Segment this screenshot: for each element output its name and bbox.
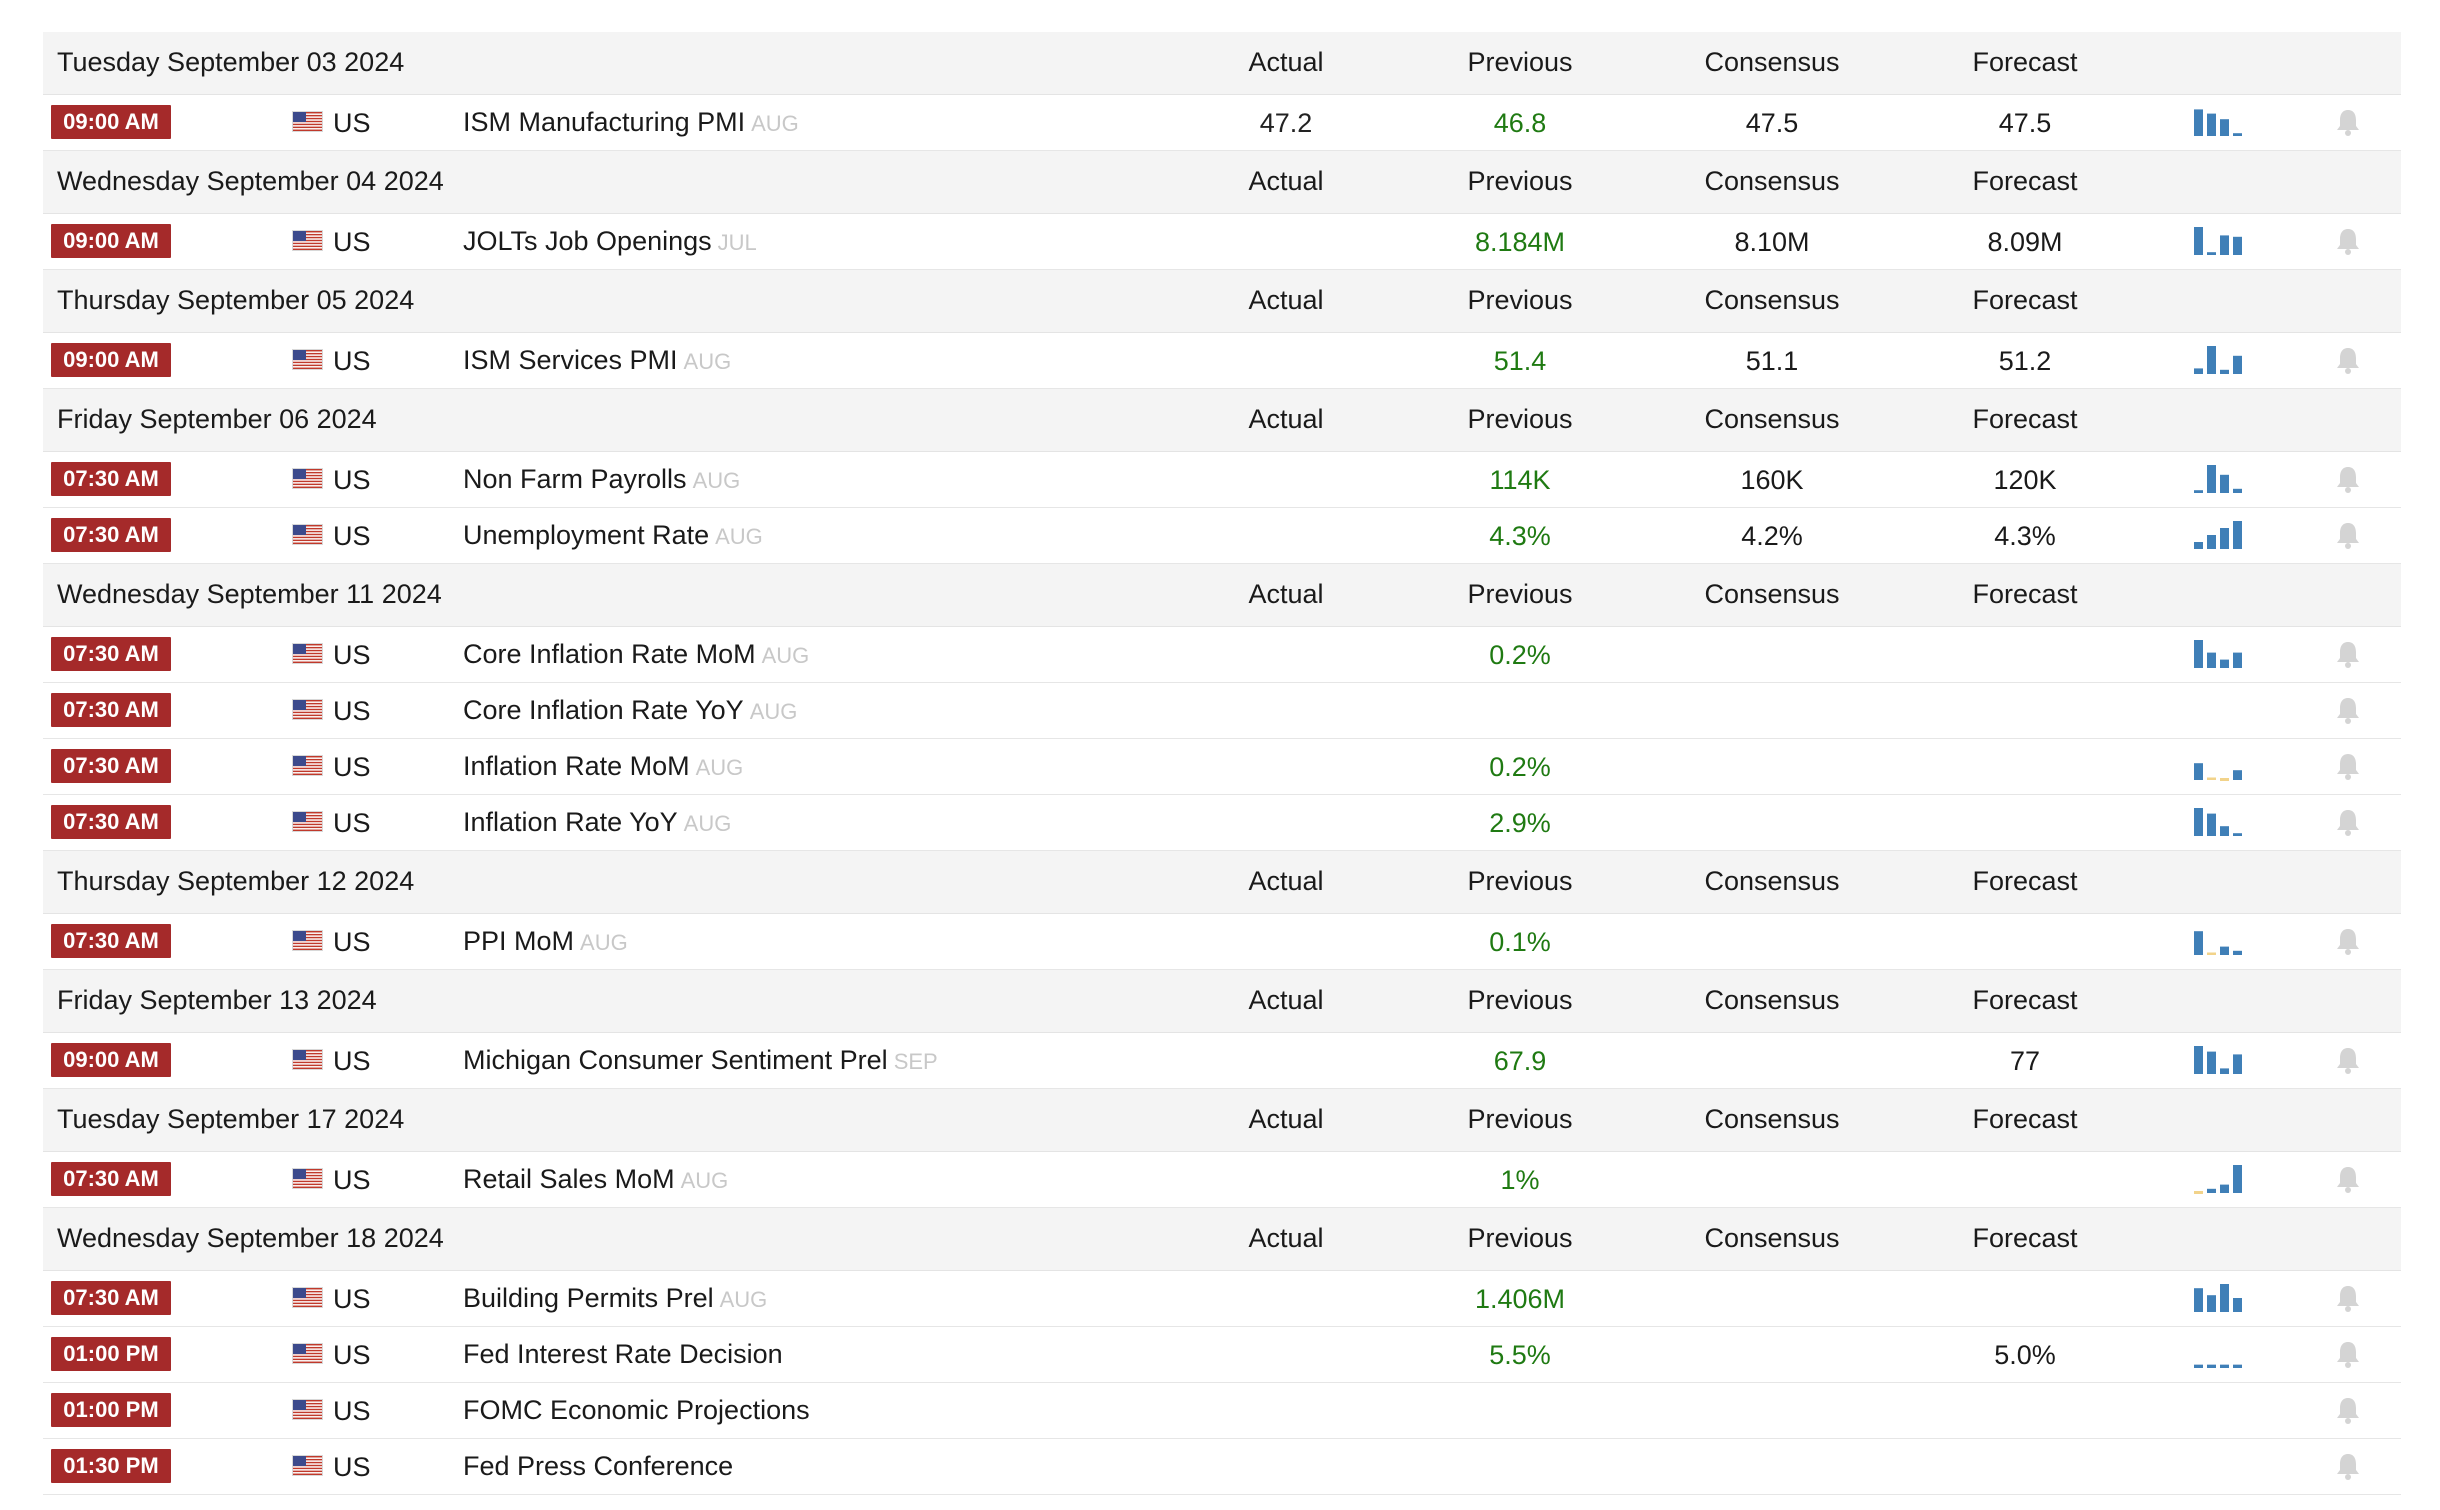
- spark-bar: [2194, 1365, 2203, 1368]
- spark-bar: [2194, 542, 2203, 549]
- spark-bar: [2220, 826, 2229, 836]
- country-code: US: [333, 808, 371, 838]
- sparkline-chart-icon[interactable]: [2190, 638, 2246, 679]
- spark-bar: [2207, 535, 2216, 549]
- country-code: US: [333, 1452, 371, 1482]
- event-row[interactable]: [43, 452, 2401, 508]
- event-name: FOMC Economic Projections: [463, 1395, 810, 1425]
- time-badge: 07:30 AM: [51, 637, 171, 671]
- bell-icon[interactable]: [2335, 1451, 2361, 1488]
- event-row[interactable]: [43, 333, 2401, 389]
- previous-value: 0.2%: [1489, 640, 1551, 670]
- spark-bar: [2220, 947, 2229, 955]
- spark-bar: [2220, 778, 2229, 781]
- column-header-previous: Previous: [1467, 285, 1573, 315]
- spark-bar: [2220, 1284, 2229, 1312]
- us-flag-icon: [292, 111, 323, 132]
- spark-bar: [2233, 1365, 2242, 1368]
- event-link[interactable]: [463, 926, 628, 957]
- event-name: PPI MoM: [463, 926, 575, 956]
- previous-value: 4.3%: [1489, 521, 1551, 551]
- previous-value: 1%: [1500, 1165, 1540, 1195]
- bell-icon[interactable]: [2335, 807, 2361, 844]
- sparkline-chart-icon[interactable]: [2190, 1282, 2246, 1323]
- spark-bar: [2220, 660, 2229, 668]
- bell-icon[interactable]: [2335, 695, 2361, 732]
- time-badge: 09:00 AM: [51, 343, 171, 377]
- time-badge: 01:00 PM: [51, 1393, 171, 1427]
- column-header-forecast: Forecast: [1972, 285, 2078, 315]
- spark-bar: [2207, 1365, 2216, 1368]
- us-flag-icon: [292, 230, 323, 251]
- column-header-actual: Actual: [1248, 579, 1324, 609]
- column-header-consensus: Consensus: [1704, 579, 1840, 609]
- country-code: US: [333, 521, 371, 551]
- previous-value: 8.184M: [1474, 227, 1566, 257]
- previous-value: 2.9%: [1489, 808, 1551, 838]
- bell-icon[interactable]: [2335, 1283, 2361, 1320]
- spark-bar: [2233, 1165, 2242, 1193]
- spark-bar: [2207, 814, 2216, 836]
- bell-icon[interactable]: [2335, 751, 2361, 788]
- column-header-consensus: Consensus: [1704, 985, 1840, 1015]
- country-code: US: [333, 227, 371, 257]
- event-row[interactable]: [43, 508, 2401, 564]
- us-flag-icon: [292, 755, 323, 776]
- spark-bar: [2194, 763, 2203, 780]
- event-link[interactable]: [463, 807, 731, 838]
- event-name: Inflation Rate MoM: [463, 751, 690, 781]
- day-date: Tuesday September 17 2024: [57, 1104, 405, 1134]
- country-code: US: [333, 1165, 371, 1195]
- spark-bar: [2207, 653, 2216, 668]
- column-header-actual: Actual: [1248, 285, 1324, 315]
- day-header: [43, 32, 2401, 95]
- event-row[interactable]: [43, 683, 2401, 739]
- spark-bar: [2233, 653, 2242, 668]
- event-row[interactable]: [43, 1383, 2401, 1439]
- consensus-value: 47.5: [1745, 108, 1799, 138]
- forecast-value: 120K: [1993, 465, 2057, 495]
- forecast-value: 8.09M: [1987, 227, 2063, 257]
- country-code: US: [333, 752, 371, 782]
- time-badge: 01:00 PM: [51, 1337, 171, 1371]
- sparkline-chart-icon[interactable]: [2190, 925, 2246, 966]
- time-badge: 09:00 AM: [51, 105, 171, 139]
- spark-bar: [2194, 931, 2203, 955]
- event-row[interactable]: [43, 214, 2401, 270]
- spark-bar: [2233, 770, 2242, 780]
- event-row[interactable]: [43, 1152, 2401, 1208]
- spark-bar: [2194, 490, 2203, 493]
- column-header-previous: Previous: [1467, 985, 1573, 1015]
- consensus-value: 8.10M: [1734, 227, 1810, 257]
- bell-icon[interactable]: [2335, 1395, 2361, 1432]
- event-link[interactable]: [463, 464, 740, 495]
- spark-bar: [2233, 489, 2242, 493]
- bell-icon[interactable]: [2335, 226, 2361, 263]
- day-header: [43, 564, 2401, 627]
- time-badge: 07:30 AM: [51, 805, 171, 839]
- time-badge: 07:30 AM: [51, 1281, 171, 1315]
- spark-bar: [2220, 235, 2229, 255]
- reference-period: AUG: [580, 930, 628, 955]
- day-date: Friday September 06 2024: [57, 404, 377, 434]
- country-code: US: [333, 1046, 371, 1076]
- column-header-previous: Previous: [1467, 1104, 1573, 1134]
- spark-bar: [2233, 833, 2242, 836]
- reference-period: AUG: [749, 699, 798, 724]
- sparkline-chart-icon[interactable]: [2190, 750, 2246, 791]
- forecast-value: 51.2: [1998, 346, 2052, 376]
- event-name: Core Inflation Rate YoY: [463, 695, 744, 725]
- bell-icon[interactable]: [2335, 926, 2361, 963]
- bell-icon[interactable]: [2335, 107, 2361, 144]
- column-header-actual: Actual: [1248, 866, 1324, 896]
- day-date: Friday September 13 2024: [57, 985, 377, 1015]
- reference-period: AUG: [719, 1287, 768, 1312]
- sparkline-chart-icon[interactable]: [2190, 225, 2246, 266]
- sparkline-chart-icon[interactable]: [2190, 463, 2246, 504]
- event-link[interactable]: [463, 639, 809, 670]
- spark-bar: [2207, 778, 2216, 781]
- time-badge: 07:30 AM: [51, 924, 171, 958]
- event-link[interactable]: [463, 695, 797, 726]
- country-code: US: [333, 465, 371, 495]
- event-link[interactable]: [463, 1283, 767, 1314]
- spark-bar: [2233, 237, 2242, 255]
- reference-period: AUG: [692, 468, 741, 493]
- consensus-value: 4.2%: [1741, 521, 1803, 551]
- column-header-actual: Actual: [1248, 404, 1324, 434]
- event-name: Michigan Consumer Sentiment Prel: [463, 1045, 888, 1075]
- spark-bar: [2220, 1365, 2229, 1368]
- event-name: Retail Sales MoM: [463, 1164, 675, 1194]
- reference-period: AUG: [761, 643, 810, 668]
- time-badge: 09:00 AM: [51, 224, 171, 258]
- us-flag-icon: [292, 349, 323, 370]
- previous-value: 0.1%: [1489, 927, 1551, 957]
- event-link[interactable]: [463, 751, 743, 782]
- column-header-consensus: Consensus: [1704, 404, 1840, 434]
- spark-bar: [2194, 368, 2203, 374]
- us-flag-icon: [292, 930, 323, 951]
- spark-bar: [2220, 1185, 2229, 1193]
- spark-bar: [2207, 465, 2216, 493]
- bell-icon[interactable]: [2335, 1164, 2361, 1201]
- reference-period: AUG: [680, 1168, 729, 1193]
- us-flag-icon: [292, 1455, 323, 1476]
- event-name: ISM Manufacturing PMI: [463, 107, 746, 137]
- event-row[interactable]: [43, 95, 2401, 151]
- day-header: [43, 151, 2401, 214]
- bell-icon[interactable]: [2335, 639, 2361, 676]
- us-flag-icon: [292, 1343, 323, 1364]
- column-header-forecast: Forecast: [1972, 166, 2078, 196]
- event-link[interactable]: [463, 1451, 733, 1482]
- column-header-forecast: Forecast: [1972, 1104, 2078, 1134]
- country-code: US: [333, 1340, 371, 1370]
- event-name: Core Inflation Rate MoM: [463, 639, 756, 669]
- event-link[interactable]: [463, 226, 757, 257]
- time-badge: 07:30 AM: [51, 1162, 171, 1196]
- country-code: US: [333, 696, 371, 726]
- previous-value: 46.8: [1493, 108, 1547, 138]
- spark-bar: [2207, 1052, 2216, 1074]
- column-header-previous: Previous: [1467, 1223, 1573, 1253]
- us-flag-icon: [292, 1399, 323, 1420]
- spark-bar: [2194, 1288, 2203, 1312]
- column-header-consensus: Consensus: [1704, 1223, 1840, 1253]
- event-row[interactable]: [43, 914, 2401, 970]
- bell-icon[interactable]: [2335, 1339, 2361, 1376]
- reference-period: AUG: [683, 811, 732, 836]
- forecast-value: 47.5: [1998, 108, 2052, 138]
- us-flag-icon: [292, 1168, 323, 1189]
- us-flag-icon: [292, 699, 323, 720]
- day-header: [43, 851, 2401, 914]
- event-row[interactable]: [43, 1439, 2401, 1495]
- spark-bar: [2207, 1189, 2216, 1193]
- event-link[interactable]: [463, 1164, 728, 1195]
- day-header: [43, 1208, 2401, 1271]
- forecast-value: 4.3%: [1994, 521, 2056, 551]
- us-flag-icon: [292, 468, 323, 489]
- day-date: Wednesday September 11 2024: [57, 579, 442, 609]
- column-header-previous: Previous: [1467, 866, 1573, 896]
- reference-period: SEP: [893, 1049, 938, 1074]
- sparkline-chart-icon[interactable]: [2190, 1044, 2246, 1085]
- day-date: Tuesday September 03 2024: [57, 47, 405, 77]
- us-flag-icon: [292, 1287, 323, 1308]
- event-row[interactable]: [43, 1271, 2401, 1327]
- sparkline-chart-icon[interactable]: [2190, 1338, 2246, 1379]
- event-link[interactable]: [463, 107, 799, 138]
- event-link[interactable]: [463, 1339, 783, 1370]
- event-name: JOLTs Job Openings: [463, 226, 712, 256]
- sparkline-chart-icon[interactable]: [2190, 106, 2246, 147]
- spark-bar: [2207, 953, 2216, 956]
- column-header-forecast: Forecast: [1972, 404, 2078, 434]
- event-row[interactable]: [43, 1327, 2401, 1383]
- day-header: [43, 1089, 2401, 1152]
- column-header-forecast: Forecast: [1972, 47, 2078, 77]
- previous-value: 51.4: [1493, 346, 1547, 376]
- reference-period: AUG: [695, 755, 744, 780]
- consensus-value: 160K: [1740, 465, 1804, 495]
- previous-value: 1.406M: [1474, 1284, 1566, 1314]
- bell-icon[interactable]: [2335, 345, 2361, 382]
- spark-bar: [2220, 475, 2229, 493]
- sparkline-chart-icon[interactable]: [2190, 1163, 2246, 1204]
- event-link[interactable]: [463, 345, 731, 376]
- day-date: Wednesday September 04 2024: [57, 166, 444, 196]
- spark-bar: [2207, 1295, 2216, 1312]
- event-name: ISM Services PMI: [463, 345, 678, 375]
- day-header: [43, 970, 2401, 1033]
- us-flag-icon: [292, 1049, 323, 1070]
- previous-value: 114K: [1489, 465, 1551, 495]
- event-name: Unemployment Rate: [463, 520, 710, 550]
- spark-bar: [2233, 1298, 2242, 1312]
- spark-bar: [2194, 1046, 2203, 1074]
- bell-icon[interactable]: [2335, 1045, 2361, 1082]
- country-code: US: [333, 108, 371, 138]
- day-date: Thursday September 05 2024: [57, 285, 415, 315]
- time-badge: 01:30 PM: [51, 1449, 171, 1483]
- spark-bar: [2220, 1068, 2229, 1074]
- forecast-value: 5.0%: [1994, 1340, 2056, 1370]
- us-flag-icon: [292, 811, 323, 832]
- spark-bar: [2194, 109, 2203, 136]
- time-badge: 07:30 AM: [51, 462, 171, 496]
- column-header-consensus: Consensus: [1704, 285, 1840, 315]
- day-date: Wednesday September 18 2024: [57, 1223, 444, 1253]
- actual-value: 47.2: [1259, 108, 1313, 138]
- country-code: US: [333, 346, 371, 376]
- time-badge: 07:30 AM: [51, 749, 171, 783]
- spark-bar: [2233, 1054, 2242, 1074]
- event-name: Inflation Rate YoY: [463, 807, 678, 837]
- event-name: Fed Interest Rate Decision: [463, 1339, 783, 1369]
- economic-calendar: [43, 32, 2401, 1495]
- spark-bar: [2207, 252, 2216, 255]
- country-code: US: [333, 1396, 371, 1426]
- column-header-actual: Actual: [1248, 1104, 1324, 1134]
- previous-value: 0.2%: [1489, 752, 1551, 782]
- spark-bar: [2233, 133, 2242, 136]
- column-header-actual: Actual: [1248, 1223, 1324, 1253]
- spark-bar: [2233, 356, 2242, 374]
- spark-bar: [2233, 521, 2242, 549]
- sparkline-chart-icon[interactable]: [2190, 806, 2246, 847]
- event-row[interactable]: [43, 739, 2401, 795]
- reference-period: JUL: [717, 230, 757, 255]
- spark-bar: [2194, 1191, 2203, 1194]
- previous-value: 67.9: [1493, 1046, 1547, 1076]
- time-badge: 09:00 AM: [51, 1043, 171, 1077]
- bell-icon[interactable]: [2335, 520, 2361, 557]
- event-row[interactable]: [43, 1033, 2401, 1089]
- event-link[interactable]: [463, 1045, 938, 1076]
- reference-period: AUG: [715, 524, 763, 549]
- column-header-actual: Actual: [1248, 166, 1324, 196]
- day-date: Thursday September 12 2024: [57, 866, 415, 896]
- event-row[interactable]: [43, 627, 2401, 683]
- event-link[interactable]: [463, 520, 763, 551]
- day-header: [43, 389, 2401, 452]
- country-code: US: [333, 640, 371, 670]
- column-header-actual: Actual: [1248, 47, 1324, 77]
- column-header-previous: Previous: [1467, 166, 1573, 196]
- consensus-value: 51.1: [1745, 346, 1799, 376]
- time-badge: 07:30 AM: [51, 518, 171, 552]
- sparkline-chart-icon[interactable]: [2190, 344, 2246, 385]
- column-header-forecast: Forecast: [1972, 579, 2078, 609]
- spark-bar: [2194, 640, 2203, 668]
- column-header-forecast: Forecast: [1972, 866, 2078, 896]
- spark-bar: [2220, 119, 2229, 136]
- country-code: US: [333, 927, 371, 957]
- country-code: US: [333, 1284, 371, 1314]
- column-header-previous: Previous: [1467, 47, 1573, 77]
- bell-icon[interactable]: [2335, 464, 2361, 501]
- spark-bar: [2233, 951, 2242, 955]
- column-header-forecast: Forecast: [1972, 985, 2078, 1015]
- column-header-previous: Previous: [1467, 579, 1573, 609]
- spark-bar: [2207, 114, 2216, 136]
- event-name: Building Permits Prel: [463, 1283, 714, 1313]
- previous-value: 5.5%: [1489, 1340, 1551, 1370]
- spark-bar: [2194, 227, 2203, 255]
- spark-bar: [2220, 370, 2229, 374]
- event-name: Fed Press Conference: [463, 1451, 734, 1481]
- column-header-previous: Previous: [1467, 404, 1573, 434]
- spark-bar: [2194, 808, 2203, 836]
- column-header-consensus: Consensus: [1704, 166, 1840, 196]
- event-link[interactable]: [463, 1395, 810, 1426]
- reference-period: AUG: [751, 111, 799, 136]
- column-header-forecast: Forecast: [1972, 1223, 2078, 1253]
- time-badge: 07:30 AM: [51, 693, 171, 727]
- column-header-consensus: Consensus: [1704, 866, 1840, 896]
- event-row[interactable]: [43, 795, 2401, 851]
- us-flag-icon: [292, 643, 323, 664]
- event-name: Non Farm Payrolls: [463, 464, 687, 494]
- column-header-consensus: Consensus: [1704, 1104, 1840, 1134]
- day-header: [43, 270, 2401, 333]
- reference-period: AUG: [683, 349, 732, 374]
- sparkline-chart-icon[interactable]: [2190, 519, 2246, 560]
- column-header-actual: Actual: [1248, 985, 1324, 1015]
- forecast-value: 77: [2009, 1046, 2041, 1076]
- spark-bar: [2207, 346, 2216, 374]
- us-flag-icon: [292, 524, 323, 545]
- column-header-consensus: Consensus: [1704, 47, 1840, 77]
- spark-bar: [2220, 528, 2229, 549]
